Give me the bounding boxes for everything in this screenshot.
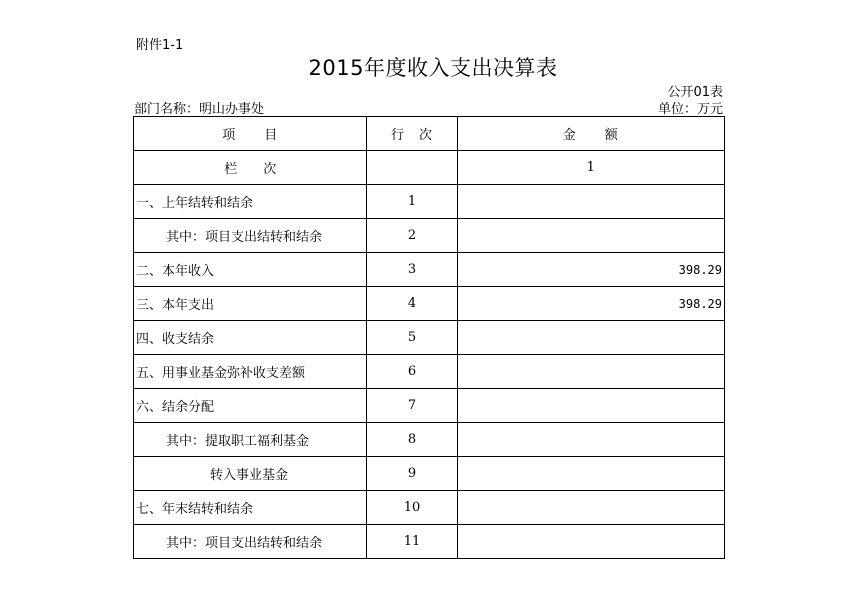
table-row — [134, 355, 725, 389]
attachment-label: 附件1-1 — [136, 38, 184, 53]
row-item: 其中：提取职工福利基金 — [134, 423, 367, 457]
row-item: 三、本年支出 — [134, 287, 367, 321]
header-line: 行 次 — [367, 117, 457, 151]
row-item: 一、上年结转和结余 — [134, 185, 367, 219]
row-amount — [457, 457, 724, 491]
row-line: 3 — [367, 253, 457, 287]
column-row-amount: 1 — [457, 151, 724, 185]
row-amount: 398.29 — [457, 253, 724, 287]
header-item: 项 目 — [134, 117, 367, 151]
column-row-label: 栏 次 — [134, 151, 367, 185]
table-row — [134, 491, 725, 525]
row-item: 四、收支结余 — [134, 321, 367, 355]
row-line: 9 — [367, 457, 457, 491]
row-line: 6 — [367, 355, 457, 389]
row-item: 转入事业基金 — [134, 457, 367, 491]
row-line: 5 — [367, 321, 457, 355]
row-amount: 398.29 — [457, 287, 724, 321]
table-row — [134, 287, 725, 321]
row-line: 1 — [367, 185, 457, 219]
table-row — [134, 389, 725, 423]
row-line: 2 — [367, 219, 457, 253]
row-amount — [457, 355, 724, 389]
row-line: 10 — [367, 491, 457, 525]
table-row — [134, 253, 725, 287]
row-amount — [457, 219, 724, 253]
row-amount — [457, 185, 724, 219]
row-amount — [457, 423, 724, 457]
row-amount — [457, 389, 724, 423]
unit-label: 单位：万元 — [657, 102, 723, 117]
row-item: 六、结余分配 — [134, 389, 367, 423]
form-code: 公开01表 — [667, 85, 723, 100]
table-row — [134, 219, 725, 253]
header-row — [134, 117, 725, 151]
row-line: 7 — [367, 389, 457, 423]
table-row — [134, 321, 725, 355]
header-amount: 金 额 — [457, 117, 724, 151]
row-amount — [457, 525, 724, 559]
column-number-row — [134, 151, 725, 185]
table-row — [134, 423, 725, 457]
table-row — [134, 525, 725, 559]
row-item: 五、用事业基金弥补收支差额 — [134, 355, 367, 389]
budget-table — [133, 116, 725, 559]
row-line: 4 — [367, 287, 457, 321]
row-amount — [457, 321, 724, 355]
row-item: 其中：项目支出结转和结余 — [134, 219, 367, 253]
row-amount — [457, 491, 724, 525]
page-title: 2015年度收入支出决算表 — [308, 56, 558, 80]
column-row-line — [367, 151, 457, 185]
row-line: 11 — [367, 525, 457, 559]
row-item: 七、年末结转和结余 — [134, 491, 367, 525]
row-item: 其中：项目支出结转和结余 — [134, 525, 367, 559]
row-item: 二、本年收入 — [134, 253, 367, 287]
row-line: 8 — [367, 423, 457, 457]
table-row — [134, 457, 725, 491]
table-row — [134, 185, 725, 219]
department-name: 部门名称：明山办事处 — [134, 102, 265, 117]
